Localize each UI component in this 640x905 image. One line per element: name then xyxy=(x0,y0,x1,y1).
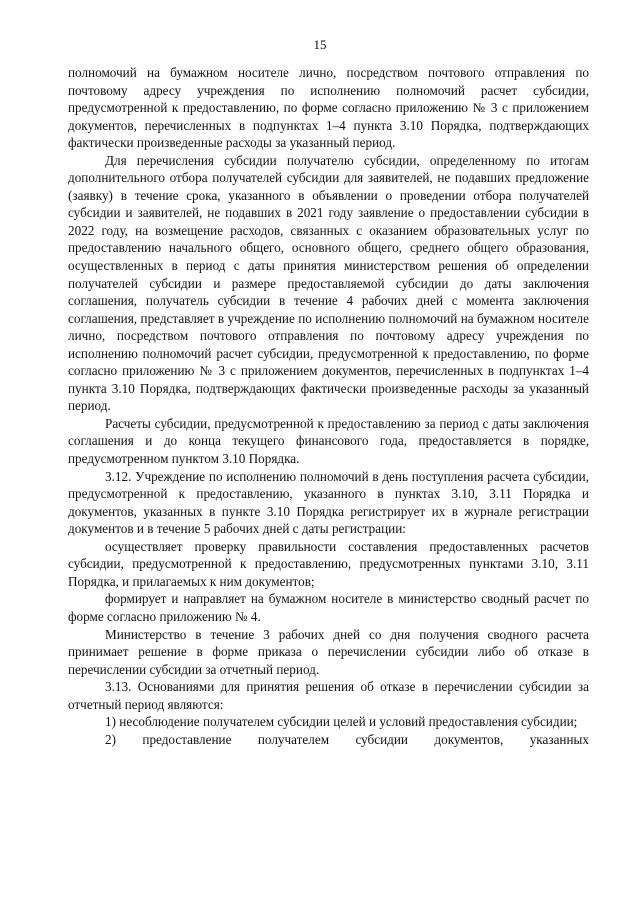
paragraph: Расчеты субсидии, предусмотренной к предоставлению за период с даты заключения соглашения и до конца текущего финансового года, предоставляется в порядке, предусмотренном пунктом 3.10 Порядка. xyxy=(68,415,589,467)
body-text xyxy=(68,64,589,748)
paragraph-last: 2) предоставление получателем субсидии документов, указанных xyxy=(105,731,589,747)
paragraph: 1) несоблюдение получателем субсидии целей и условий предоставления субсидии; xyxy=(105,714,578,730)
paragraph: 3.12. Учреждение по исполнению полномочий в день поступления расчета субсидии, предусмотренной к предоставлению, указанного в пунктах 3.10, 3.11 Порядка и документов, указанных в пункте 3.10 Порядка регистрирует их в журнале регистрации документов и в течение 5 рабочих дней с даты регистрации: xyxy=(68,468,589,537)
paragraph: осуществляет проверку правильности составления предоставленных расчетов субсидии, предусмотренной к предоставлению, предусмотренных пунктами 3.10, 3.11 Порядка, и прилагаемых к ним документов; xyxy=(68,538,589,589)
page-number: 15 xyxy=(313,37,327,52)
paragraph: Для перечисления субсидии получателю субсидии, определенному по итогам дополнительного отбора получателей субсидии для заявителей, не подавших предложение (заявку) в течение срока, указанного в объявлении о проведении отбора получателей субсидии и заявителей, не подавших в 2021 году заявление о предоставлении субсидии в 2022 году, на возмещение расходов, связанных с оказанием образовательных услуг по предоставлению начального общего, основного общего, среднего общего образования, осуществленных в период с даты принятия министерством решения об определении получателей субсидии и размере предоставляемой субсидии до даты заключения соглашения, получатель субсидии в течение 4 рабочих дней с момента заключения соглашения, представляет в учреждение по исполнению полномочий на бумажном носителе лично, посредством почтового отправления по почтовому адресу учреждения по исполнению полномочий расчет субсидии, предусмотренной к предоставлению, по форме согласно приложению № 3 с приложением документов, перечисленных в подпунктах 1–4 пункта 3.10 Порядка, подтверждающих фактически произведенные расходы за указанный период. xyxy=(68,152,589,414)
paragraph: Министерство в течение 3 рабочих дней со дня получения сводного расчета принимает решение в форме приказа о перечислении субсидии либо об отказе в перечислении субсидии за отчетный период. xyxy=(68,626,589,677)
paragraph: 3.13. Основаниями для принятия решения об отказе в перечислении субсидии за отчетный период являются: xyxy=(68,679,589,712)
paragraph: формирует и направляет на бумажном носителе в министерство сводный расчет по форме согласно приложению № 4. xyxy=(68,591,589,624)
paragraph: полномочий на бумажном носителе лично, посредством почтового отправления по почтовому адресу учреждения по исполнению полномочий расчет субсидии, предусмотренной к предоставлению, по форме согласно приложению № 3 с приложением документов, перечисленных в подпунктах 1–4 пункта 3.10 Порядка, подтверждающих фактически произведенные расходы за указанный период. xyxy=(68,65,589,151)
